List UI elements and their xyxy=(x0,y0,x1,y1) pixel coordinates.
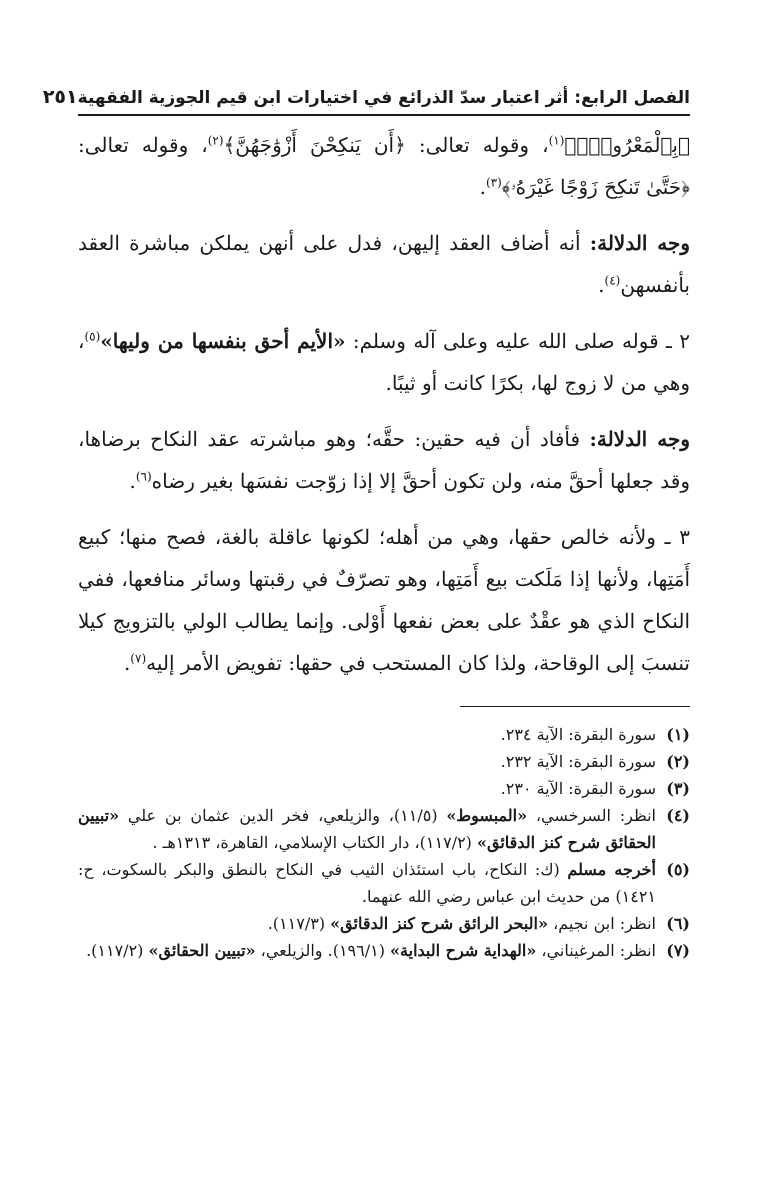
footnote-mark: (٣) xyxy=(666,779,690,798)
footnote-ref: (٦) xyxy=(135,469,152,484)
footnote-mark: (١) xyxy=(666,725,690,744)
footnote-text-run: انظر: السرخسي، xyxy=(527,806,657,825)
footnote-text-run: (ك: النكاح، باب استئذان الثيب في النكاح بالنطق والبكر بالسكوت، ح: ١٤٢١) من حديث ابن عباس رضي الله عنهما. xyxy=(78,860,656,906)
running-header xyxy=(42,86,690,116)
text-run: . xyxy=(123,651,131,675)
footnote-text xyxy=(78,856,656,910)
evidence-label: وجه الدلالة: xyxy=(589,427,690,451)
evidence-label: وجه الدلالة: xyxy=(589,231,690,255)
text-run: ، وقوله تعالى: xyxy=(78,133,208,157)
footnote-mark: (٢) xyxy=(666,752,690,771)
footnote-text-run: (١١٧/٢)، دار الكتاب الإسلامي، القاهرة، ١٣١٣هـ . xyxy=(152,833,477,852)
footnote-text xyxy=(78,802,656,856)
footnote-mark: (٦) xyxy=(666,914,690,933)
footnote-ref: (٣) xyxy=(485,175,502,190)
text-run: . xyxy=(598,273,605,297)
footnote-text-run: (١١/٥)، والزيلعي، فخر الدين عثمان بن علي xyxy=(119,806,447,825)
footnote-item xyxy=(78,802,690,856)
footnote-text xyxy=(78,910,656,937)
footnote-book-title: أخرجه مسلم xyxy=(567,860,656,879)
footnote-ref: (١) xyxy=(548,133,565,148)
footnote-text-run: سورة البقرة: الآية ٢٣٤. xyxy=(500,725,656,744)
footnote-mark: (٧) xyxy=(666,941,690,960)
footnote-text-run: انظر: المرغيناني، xyxy=(536,941,656,960)
footnote-separator xyxy=(460,706,690,707)
text-run: أنه أضاف العقد إليهن، فدل على أنهن يملكن مباشرة العقد بأنفسهن xyxy=(78,231,690,297)
footnote-text xyxy=(78,721,656,748)
footnote-item xyxy=(78,937,690,964)
footnote-text-run: (١٩٦/١). والزيلعي، xyxy=(255,941,391,960)
footnote-text-run: (١١٧/٢). xyxy=(86,941,149,960)
footnote-mark: (٤) xyxy=(666,806,690,825)
paragraph-hadith xyxy=(78,320,690,404)
footnote-text-run: سورة البقرة: الآية ٢٣٠. xyxy=(500,779,656,798)
footnote-book-title: «المبسوط» xyxy=(446,806,528,825)
hadith-quote: «الأيم أحق بنفسها من وليها» xyxy=(100,329,346,353)
footnote-book-title: «تبيين الحقائق شرح كنز الدقائق» xyxy=(78,806,656,852)
footnote-ref: (٥) xyxy=(84,329,101,344)
footnote-item xyxy=(78,748,690,775)
page-number: ٢٥١ xyxy=(42,86,78,108)
footnote-ref: (٢) xyxy=(207,133,224,148)
footnote-book-title: «الهداية شرح البداية» xyxy=(390,941,537,960)
footnote-book-title: «البحر الرائق شرح كنز الدقائق» xyxy=(330,914,548,933)
text-run: . xyxy=(479,175,486,199)
footnote-item xyxy=(78,856,690,910)
footnote-item xyxy=(78,775,690,802)
footnote-text-run: انظر: ابن نجيم، xyxy=(548,914,656,933)
footnotes-section xyxy=(78,721,690,964)
text-run: ٣ ـ ولأنه خالص حقها، وهي من أهله؛ لكونها عاقلة بالغة، فصح منها؛ كبيع أَمَتِها، ولأنها إذا مَلَكت بيع أَمَتِها، وهو تصرّفٌ في رقبتها وسائر منافعها، ففي النكاح الذي هو عقْدٌ على بعض نفعها أَوْلى. وإنما يطالب الولي بالتزويج كيلا تنسبَ إلى الوقاحة، ولذا كان المستحب في حقها: تفويض الأمر إليه xyxy=(78,525,690,675)
text-run: فأفاد أن فيه حقين: حقَّه؛ وهو مباشرته عقد النكاح برضاها، وقد جعلها أحقَّ منه، ولن تكون أحقَّ إلا إذا زوّجت نفسَها بغير رضاه xyxy=(78,427,690,493)
book-page xyxy=(42,86,690,964)
footnote-text xyxy=(78,775,656,802)
footnote-item xyxy=(78,721,690,748)
footnote-book-title: «تبيين الحقائق» xyxy=(148,941,256,960)
footnote-text-run: (١١٧/٣). xyxy=(267,914,331,933)
footnote-item xyxy=(78,910,690,937)
text-run: ، وقوله تعالى: xyxy=(405,133,549,157)
text-run: . xyxy=(129,469,136,493)
footnote-ref: (٧) xyxy=(130,651,147,666)
paragraph-quran-verses xyxy=(78,124,690,208)
quran-quote: ﴿بِٱلْمَعْرُوفِۗ﴾ xyxy=(564,133,690,157)
quran-quote: ﴿حَتَّىٰ تَنكِحَ زَوْجًا غَيْرَهُۥ﴾ xyxy=(501,175,690,199)
chapter-title: الفصل الرابع: أثر اعتبار سدّ الذرائع في اختيارات ابن قيم الجوزية الفقهية xyxy=(77,88,690,108)
text-run: ٢ ـ قوله صلى الله عليه وعلى آله وسلم: xyxy=(345,329,690,353)
text-run: ، وهي من لا زوج لها، بكرًا كانت أو ثيبًا. xyxy=(78,329,690,395)
paragraph-evidence-1 xyxy=(78,222,690,306)
footnote-ref: (٤) xyxy=(604,273,621,288)
paragraph-argument-3 xyxy=(78,516,690,684)
quran-quote: ﴿أَن يَنكِحْنَ أَزْوَٰجَهُنَّ﴾ xyxy=(223,133,406,157)
footnote-text-run: سورة البقرة: الآية ٢٣٢. xyxy=(500,752,656,771)
main-text xyxy=(78,124,690,684)
paragraph-evidence-2 xyxy=(78,418,690,502)
footnote-mark: (٥) xyxy=(666,860,690,879)
footnote-text xyxy=(78,937,656,964)
footnote-list xyxy=(78,721,690,964)
footnote-text xyxy=(78,748,656,775)
